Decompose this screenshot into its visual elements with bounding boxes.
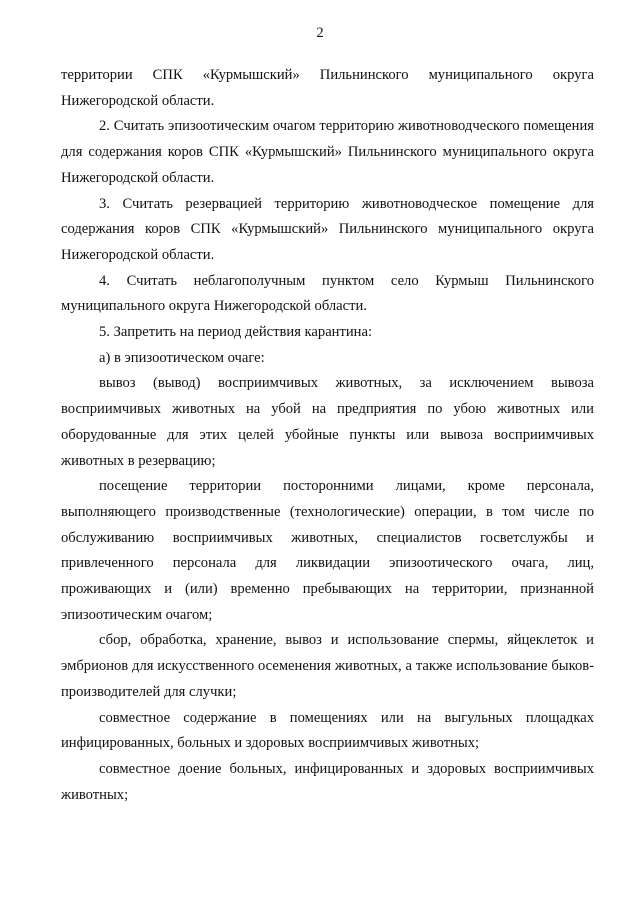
document-body xyxy=(61,63,594,808)
paragraph-joint-milking-ban: совместное доение больных, инфицированных и здоровых восприимчивых животных; xyxy=(61,760,594,803)
paragraph-item-4: 4. Считать неблагополучным пунктом село Курмыш Пильнинского муниципального округа Нижегородской области. xyxy=(61,272,594,315)
paragraph-removal-ban: вывоз (вывод) восприимчивых животных, за исключением вывоза восприимчивых животных на убой на предприятия по убою животных или оборудованные для этих целей убойные пункты или вывоза восприимчивых животных в резервацию; xyxy=(61,375,594,469)
paragraph-item-3: 3. Считать резервацией территорию животноводческое помещение для содержания коров СПК «Курмышский» Пильнинского муниципального округа Нижегородской области. xyxy=(61,195,594,263)
paragraph-semen-ban: сбор, обработка, хранение, вывоз и использование спермы, яйцеклеток и эмбрионов для искусственного осеменения животных, а также использование быков-производителей для случки; xyxy=(61,632,594,700)
paragraph-item-5: 5. Запретить на период действия карантина: xyxy=(99,324,373,341)
paragraph-joint-keeping-ban: совместное содержание в помещениях или на выгульных площадках инфицированных, больных и здоровых восприимчивых животных; xyxy=(61,709,594,752)
page-number: 2 xyxy=(316,25,324,41)
paragraph-continuation: территории СПК «Курмышский» Пильнинского муниципального округа Нижегородской области. xyxy=(61,67,594,109)
paragraph-visit-ban: посещение территории посторонними лицами, кроме персонала, выполняющего производственные (технологические) операции, в том числе по обслуживанию восприимчивых животных, специалистов госветслужбы и привлеченного персонала для ликвидации эпизоотического очага, лиц, проживающих и (или) временно пребывающих на территории, признанной эпизоотическим очагом; xyxy=(61,478,594,623)
paragraph-subitem-a: а) в эпизоотическом очаге: xyxy=(99,349,265,366)
paragraph-item-2: 2. Считать эпизоотическим очагом территорию животноводческого помещения для содержания коров СПК «Курмышский» Пильнинского муниципального округа Нижегородской области. xyxy=(61,118,594,186)
